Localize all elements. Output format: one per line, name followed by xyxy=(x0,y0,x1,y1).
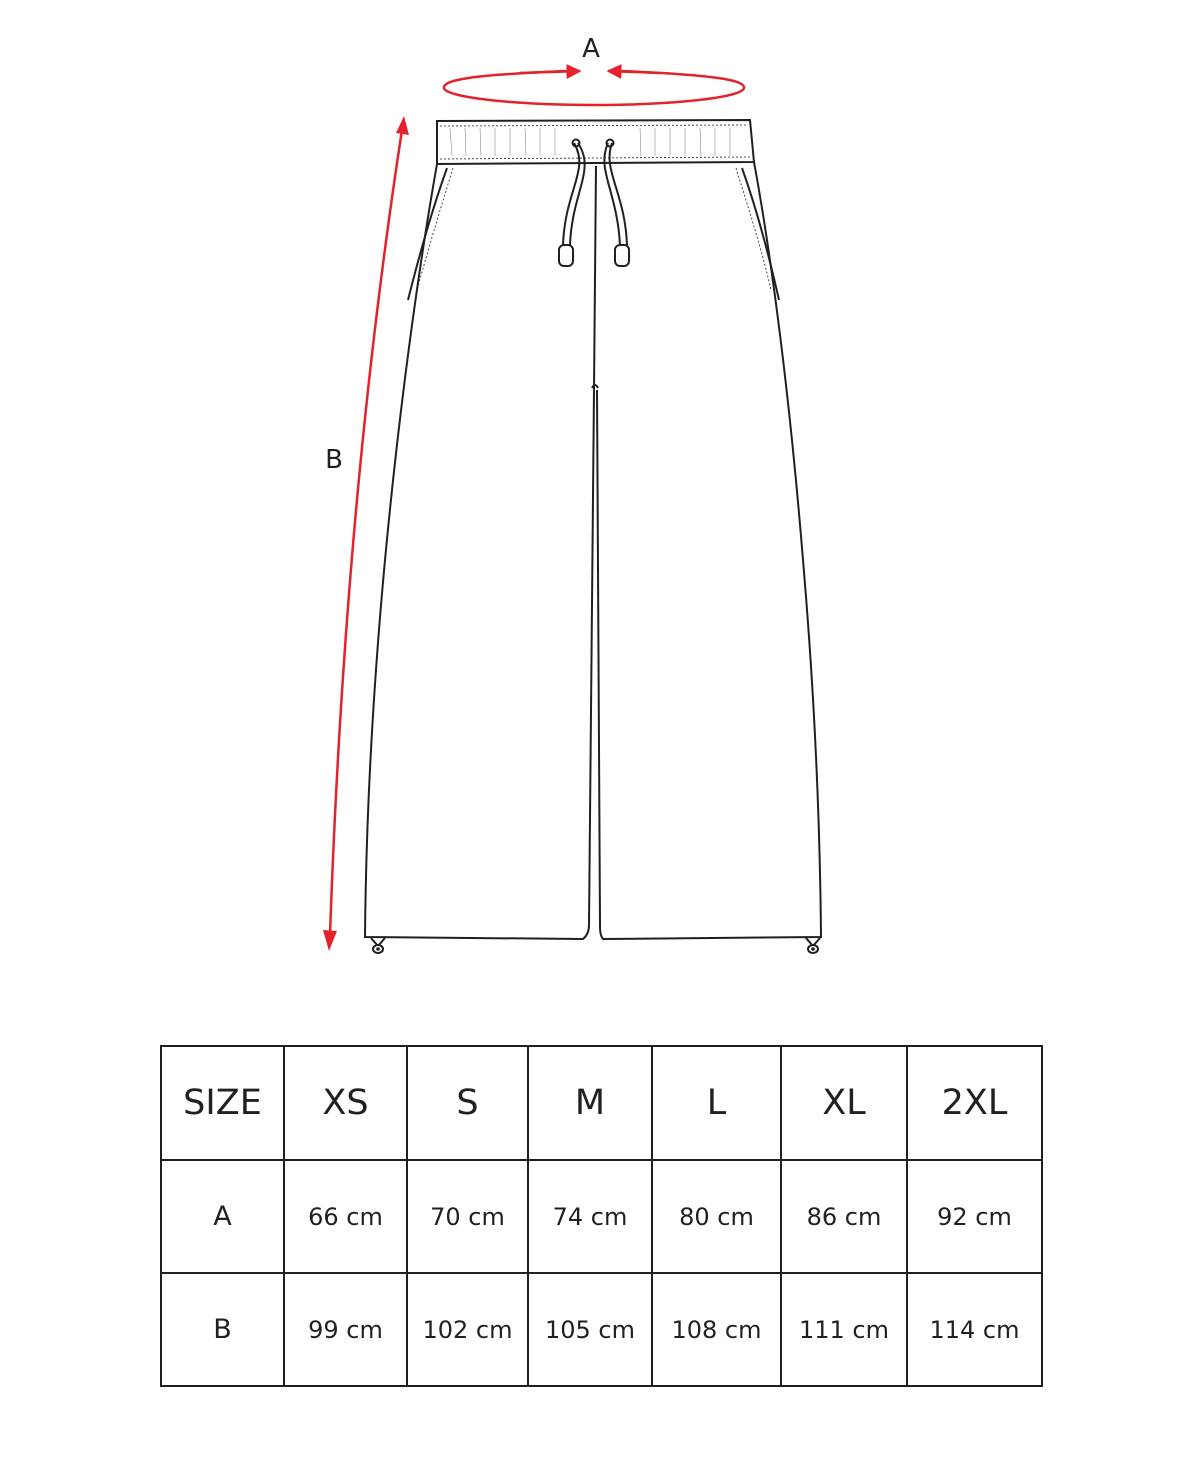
waist-measurement-a xyxy=(444,34,744,105)
left-cord-tip xyxy=(559,245,573,266)
row-label-a: A xyxy=(161,1160,284,1273)
cell-b-l: 108 cm xyxy=(652,1273,781,1386)
table-row-a xyxy=(161,1160,1042,1273)
header-s: S xyxy=(407,1046,528,1160)
header-2xl: 2XL xyxy=(907,1046,1042,1160)
right-cord-tip xyxy=(615,245,629,266)
length-arrowhead-top xyxy=(396,116,409,135)
waist-arrow-left xyxy=(520,71,580,73)
cell-a-2xl: 92 cm xyxy=(907,1160,1042,1273)
length-measurement-b xyxy=(323,116,409,951)
table-header-row xyxy=(161,1046,1042,1160)
header-m: M xyxy=(528,1046,652,1160)
pants-drawing xyxy=(365,120,821,953)
cell-b-2xl: 114 cm xyxy=(907,1273,1042,1386)
right-pocket xyxy=(742,168,779,300)
header-xs: XS xyxy=(284,1046,407,1160)
table-row-b xyxy=(161,1273,1042,1386)
left-pocket-stitch xyxy=(417,168,453,290)
size-chart-table xyxy=(160,1045,1043,1387)
cell-a-xl: 86 cm xyxy=(781,1160,907,1273)
cell-a-m: 74 cm xyxy=(528,1160,652,1273)
right-hem-toggle xyxy=(806,938,820,953)
right-leg-outline xyxy=(597,162,821,939)
cell-b-xl: 111 cm xyxy=(781,1273,907,1386)
cell-b-xs: 99 cm xyxy=(284,1273,407,1386)
cell-a-xs: 66 cm xyxy=(284,1160,407,1273)
header-xl: XL xyxy=(781,1046,907,1160)
cell-b-m: 105 cm xyxy=(528,1273,652,1386)
length-arrow-line xyxy=(330,130,402,935)
left-hem-toggle xyxy=(371,938,385,953)
dimension-label-a: A xyxy=(582,34,600,64)
left-leg-outline xyxy=(365,164,596,939)
cell-a-s: 70 cm xyxy=(407,1160,528,1273)
header-l: L xyxy=(652,1046,781,1160)
row-label-b: B xyxy=(161,1273,284,1386)
waistband xyxy=(437,120,754,164)
length-arrowhead-bottom xyxy=(323,930,337,951)
cell-a-l: 80 cm xyxy=(652,1160,781,1273)
dimension-label-b: B xyxy=(325,445,343,475)
left-pocket xyxy=(408,168,447,300)
header-size: SIZE xyxy=(161,1046,284,1160)
waist-ellipse-arc xyxy=(444,71,744,105)
cell-b-s: 102 cm xyxy=(407,1273,528,1386)
